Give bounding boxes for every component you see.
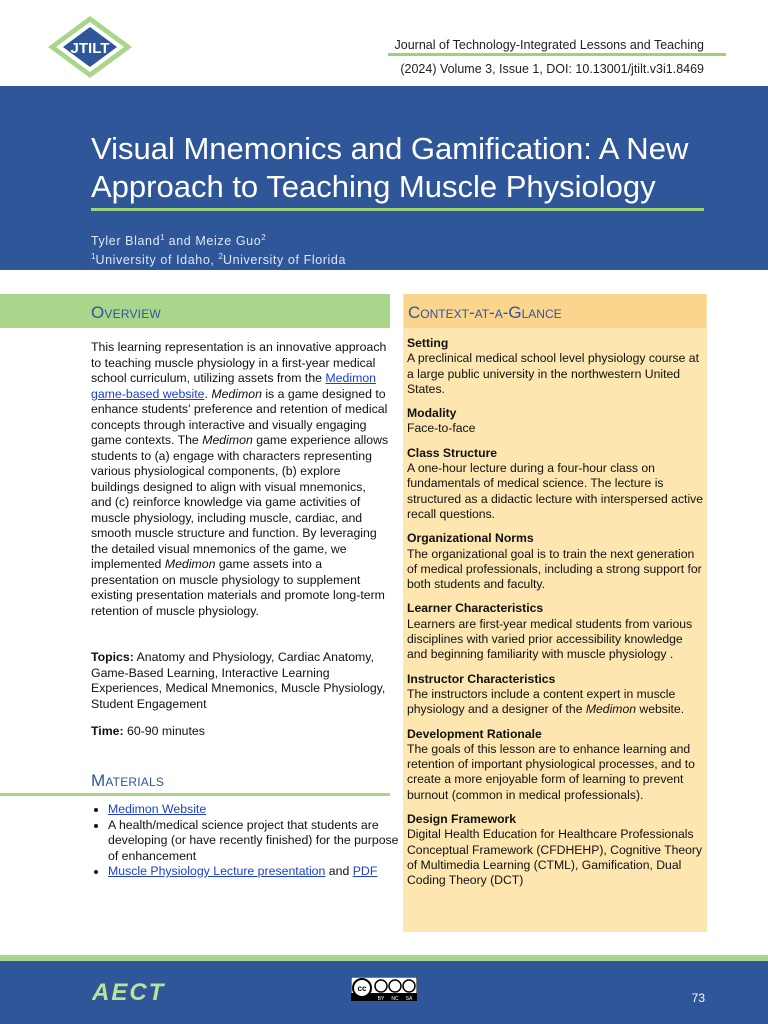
context-item: Learner Characteristics Learners are first-year medical students from various disciplines with varied prior accessibility knowledge and beginning familiarity with muscle physiology . [407,601,693,662]
context-item: Instructor Characteristics The instructors include a content expert in muscle physiology and a designer of the Medimon website. [407,671,685,717]
affiliations: $^1$University of Idaho, $^2$University of Florida [91,252,347,267]
overview-paragraph: This learning representation is an innovative approach to teaching muscle physiology in a first-year medical school curriculum, utilizing assets from the Medimon game-based website. Medimon is a game designed to enhance students' preference and retention of medical concepts through interactive and visually engaging game contexts. The Medimon game experience allows students to (a) engage with characters representing various physiological components, (b) explore buildings designed to align with visual mnemonics, and (c) reinforce knowledge via game activities of muscle physiology, including muscle, cardiac, and smooth muscle structure and function. By leveraging the detailed visual mnemonics of the game, we implemented Medimon game assets into a presentation on muscle physiology to supplement existing presentation materials and promote long-term retention of muscle physiology. [91,340,389,618]
lecture-presentation-link[interactable]: Muscle Physiology Lecture presentation [108,864,326,878]
medimon-website-link-2[interactable]: Medimon Website [108,802,207,816]
author-block [91,230,346,268]
affiliation-2: University of Florida [222,253,347,267]
context-item: Organizational Norms The organizational goal is to train the next generation of medical professionals, including a strong support for both students and faculty. [407,531,702,592]
materials-heading: Materials [0,762,390,796]
svg-text:cc: cc [357,984,367,993]
medimon-website-link[interactable]: Medimon game-based website [91,371,376,401]
topics-paragraph: Topics: Anatomy and Physiology, Cardiac Anatomy, Game-Based Learning, Interactive Learning Experiences, Medical Mnemonics, Muscle Physiology, Student Engagement [91,650,386,711]
context-item: Design Framework Digital Health Education for Healthcare Professionals Conceptual Framework (CFDHEHP), Cognitive Theory of Multimedia Learning (CTML), Gamification, Dual Coding Theory (DCT) [407,812,703,888]
svg-text:NC: NC [391,996,399,1001]
aect-logo [92,979,200,1003]
context-item: Development Rationale The goals of this lesson are to enhance learning and retention of important physiological processes, and to create a more enjoyable form of learning to prevent burnout (common in medical professionals). [407,726,695,802]
pdf-link[interactable]: PDF [352,864,378,878]
list-item [108,802,406,818]
materials-list [91,802,406,880]
context-item: Setting A preclinical medical school level physiology course at a large public university in the northwestern United States. [407,336,699,396]
jtilt-logo [46,14,134,80]
cc-license-icon [351,977,417,1001]
svg-text:BY: BY [377,996,385,1001]
time-paragraph: Time: 60-90 minutes [91,724,205,738]
context-heading: Context-at-a-Glance [404,294,706,328]
issue-line: (2024) Volume 3, Issue 1, DOI: 10.13001/jtilt.v3i1.8469 [400,62,704,76]
header-divider [388,53,726,56]
journal-name: Journal of Technology-Integrated Lessons and Teaching [394,38,704,52]
svg-text:SA: SA [405,996,413,1001]
author-names: Tyler Bland$^1$ and Meize Guo$^2$ [91,233,266,248]
article-title: Visual Mnemonics and Gamification: A New Approach to Teaching Muscle Physiology [91,131,689,204]
list-item: • Muscle Physiology Lecture presentation and PDF [108,864,406,880]
context-item: Class Structure A one-hour lecture during a four-hour class on fundamentals of medical science. The lecture is structured as a didactic lecture with interspersed active recall questions. [407,445,704,521]
aect-logo-text: AECT [92,979,166,1003]
page-number: 73 [691,991,705,1005]
author-2: Meize Guo [195,234,262,248]
affiliation-1: University of Idaho [95,253,211,267]
logo-text: JTILT [70,40,110,57]
context-body [407,336,705,898]
context-item: Modality Face-to-face [407,406,476,436]
author-1: Tyler Bland [91,234,161,248]
title-divider [91,208,704,211]
overview-heading: Overview [0,294,390,328]
list-item: • A health/medical science project that students are developing (or have recently finished) for the purpose of enhancement [108,818,406,865]
